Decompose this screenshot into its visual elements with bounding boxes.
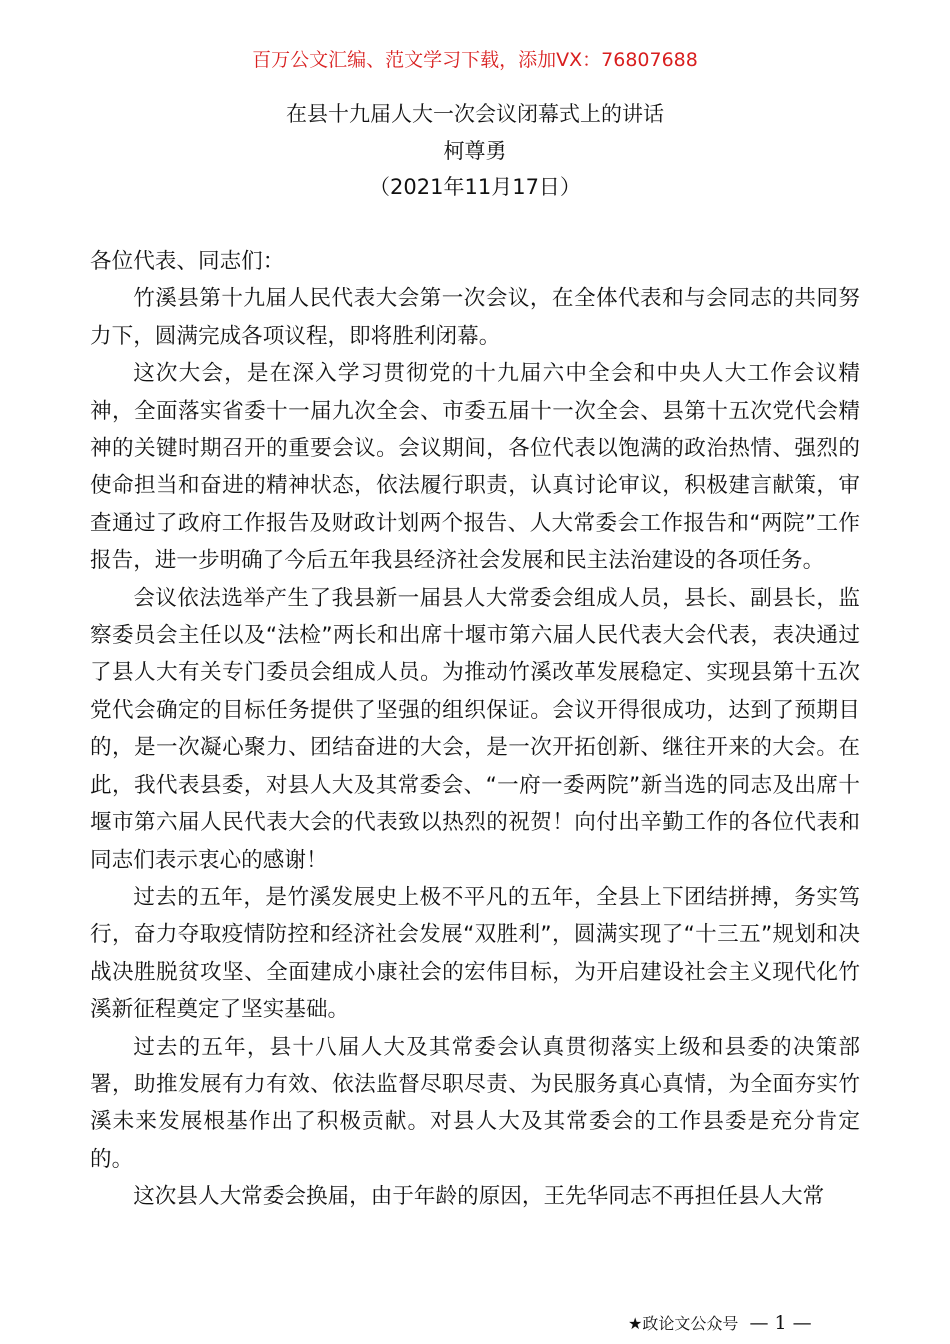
body-paragraph: 会议依法选举产生了我县新一届县人大常委会组成人员，县长、副县长，监察委员会主任以及“法检”两长和出席十堰市第六届人民代表大会代表，表决通过了县人大有关专门委员会组成人员。为推动竹溪改革发展稳定、实现县第十五次党代会确定的目标任务提供了坚强的组织保证。会议开得很成功，达到了预期目的，是一次凝心聚力、团结奋进的大会，是一次开拓创新、继往开来的大会。在此，我代表县委，对县人大及其常委会、“一府一委两院”新当选的同志及出席十堰市第六届人民代表大会的代表致以热烈的祝贺！向付出辛勤工作的各位代表和同志们表示衷心的感谢！ <box>90 585 860 873</box>
footer-source: ★政论文公众号 <box>628 1314 739 1333</box>
watermark-banner: 百万公文汇编、范文学习下载，添加VX：76807688 <box>252 49 698 71</box>
salutation: 各位代表、同志们： <box>90 249 285 274</box>
page-number: — 1 — <box>749 1312 812 1334</box>
body-paragraph: 这次大会，是在深入学习贯彻党的十九届六中全会和中央人大工作会议精神，全面落实省委十一届九次全会、市委五届十一次全会、县第十五次党代会精神的关键时期召开的重要会议。会议期间，各位代表以饱满的政治热情、强烈的使命担当和奋进的精神状态，依法履行职责，认真讨论审议，积极建言献策，审查通过了政府工作报告及财政计划两个报告、人大常委会工作报告和“两院”工作报告，进一步明确了今后五年我县经济社会发展和民主法治建设的各项任务。 <box>90 361 860 574</box>
body-paragraph: 竹溪县第十九届人民代表大会第一次会议，在全体代表和与会同志的共同努力下，圆满完成各项议程，即将胜利闭幕。 <box>90 286 860 349</box>
speech-date: （2021年11月17日） <box>369 175 581 199</box>
document-body <box>90 243 860 1216</box>
author-name: 柯尊勇 <box>443 139 507 163</box>
page-footer <box>628 1312 812 1335</box>
body-paragraph: 过去的五年，是竹溪发展史上极不平凡的五年，全县上下团结拼搏，务实笃行，奋力夺取疫情防控和经济社会发展“双胜利”，圆满实现了“十三五”规划和决战决胜脱贫攻坚、全面建成小康社会的宏伟目标，为开启建设社会主义现代化竹溪新征程奠定了坚实基础。 <box>90 884 860 1023</box>
body-paragraph: 过去的五年，县十八届人大及其常委会认真贯彻落实上级和县委的决策部署，助推发展有力有效、依法监督尽职尽责、为民服务真心真情，为全面夯实竹溪未来发展根基作出了积极贡献。对县人大及其常委会的工作县委是充分肯定的。 <box>90 1034 860 1172</box>
body-paragraph: 这次县人大常委会换届，由于年龄的原因，王先华同志不再担任县人大常 <box>133 1184 825 1210</box>
document-title: 在县十九届人大一次会议闭幕式上的讲话 <box>286 102 664 126</box>
